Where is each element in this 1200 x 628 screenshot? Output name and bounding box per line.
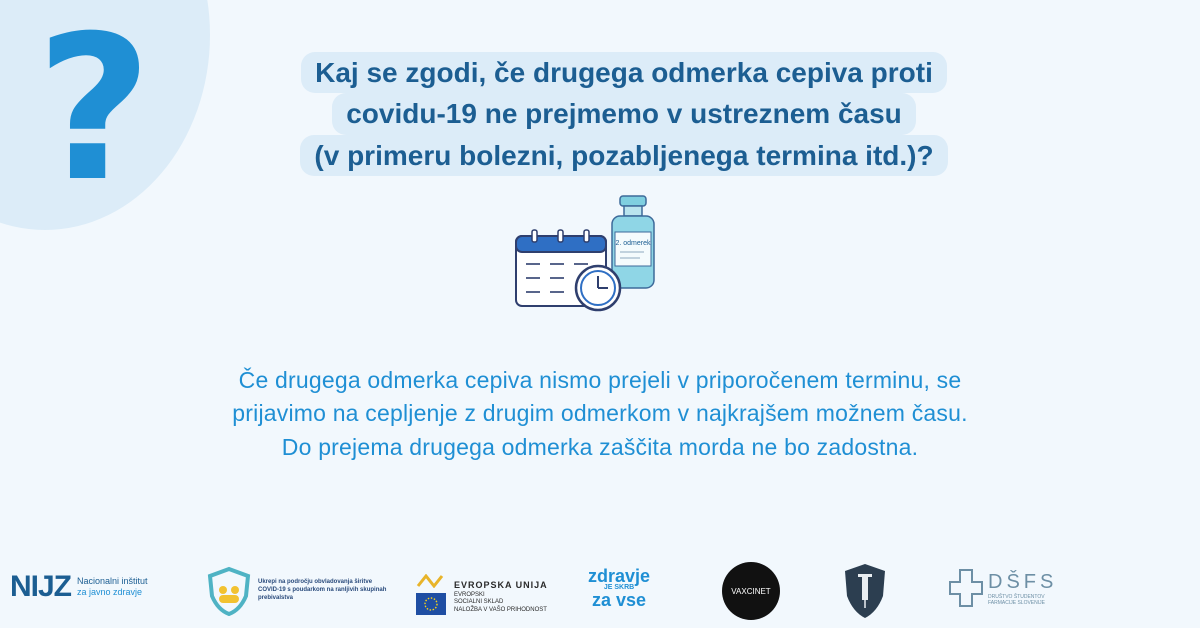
nijz-line-2: za javno zdravje [77, 587, 143, 597]
zdravje-logo [588, 568, 650, 609]
nijz-mark: NIJZ [10, 570, 72, 603]
nijz-logo [10, 570, 148, 604]
dsfs-line-1: DRUŠTVO ŠTUDENTOV [988, 593, 1045, 600]
zdravje-line-1: zdravje [588, 566, 651, 586]
eu-line-2: EVROPSKI [454, 591, 485, 598]
eu-logo [416, 574, 548, 615]
social-fund-mark-icon [416, 574, 446, 588]
vaxcinet-text: VAXCINET [731, 586, 771, 596]
zdravje-line-2: JE SKRB [603, 584, 635, 592]
eu-flag-icon [416, 593, 446, 615]
vaxcinet-logo [722, 562, 780, 620]
answer-line-3: Do prejema drugega odmerka zaščita morda ne bo zadostna. [281, 433, 919, 460]
project-logo [206, 566, 388, 616]
dsfs-line-2: FARMACIJE SLOVENIJE [988, 599, 1045, 606]
zdravje-line-3: za vse [592, 589, 647, 610]
project-text: Ukrepi na področju obvladovanja širitve COVID-19 s poudarkom na ranljivih skupinah prebivalstva [258, 579, 387, 601]
pharmacy-cross-icon [948, 568, 984, 608]
title-line-1: Kaj se zgodi, če drugega odmerka cepiva proti [301, 52, 947, 93]
title-line-3: (v primeru bolezni, pozabljenega termina itd.)? [300, 135, 947, 176]
vaccine-vial-icon [612, 196, 654, 288]
syringe-shield-icon [842, 562, 888, 620]
calendar-clock-vial-illustration [512, 192, 684, 316]
question-mark-icon: ? [36, 0, 153, 226]
partner-logos-footer [0, 560, 1200, 624]
dsfs-mark: DŠFS [988, 570, 1058, 593]
answer-line-1: Če drugega odmerka cepiva nismo prejeli v priporočenem terminu, se [238, 367, 962, 393]
nijz-line-1: Nacionalni inštitut [77, 576, 148, 587]
page-title [250, 52, 998, 176]
people-shield-icon [206, 566, 252, 616]
title-line-2: covidu-19 ne prejmemo v ustreznem času [332, 93, 916, 134]
eu-line-4: NALOŽBA V VAŠO PRIHODNOST [454, 607, 547, 614]
clock-icon [576, 266, 620, 310]
eu-line-1: EVROPSKA UNIJA [454, 579, 548, 590]
answer-paragraph [60, 364, 1140, 464]
answer-line-2: prijavimo na cepljenje z drugim odmerkom v najkrajšem možnem času. [232, 400, 968, 427]
dsfs-logo [948, 568, 1057, 608]
vial-label: 2. odmerek [615, 240, 651, 247]
syringe-shield-logo [842, 562, 888, 625]
eu-line-3: SOCIALNI SKLAD [454, 599, 504, 606]
